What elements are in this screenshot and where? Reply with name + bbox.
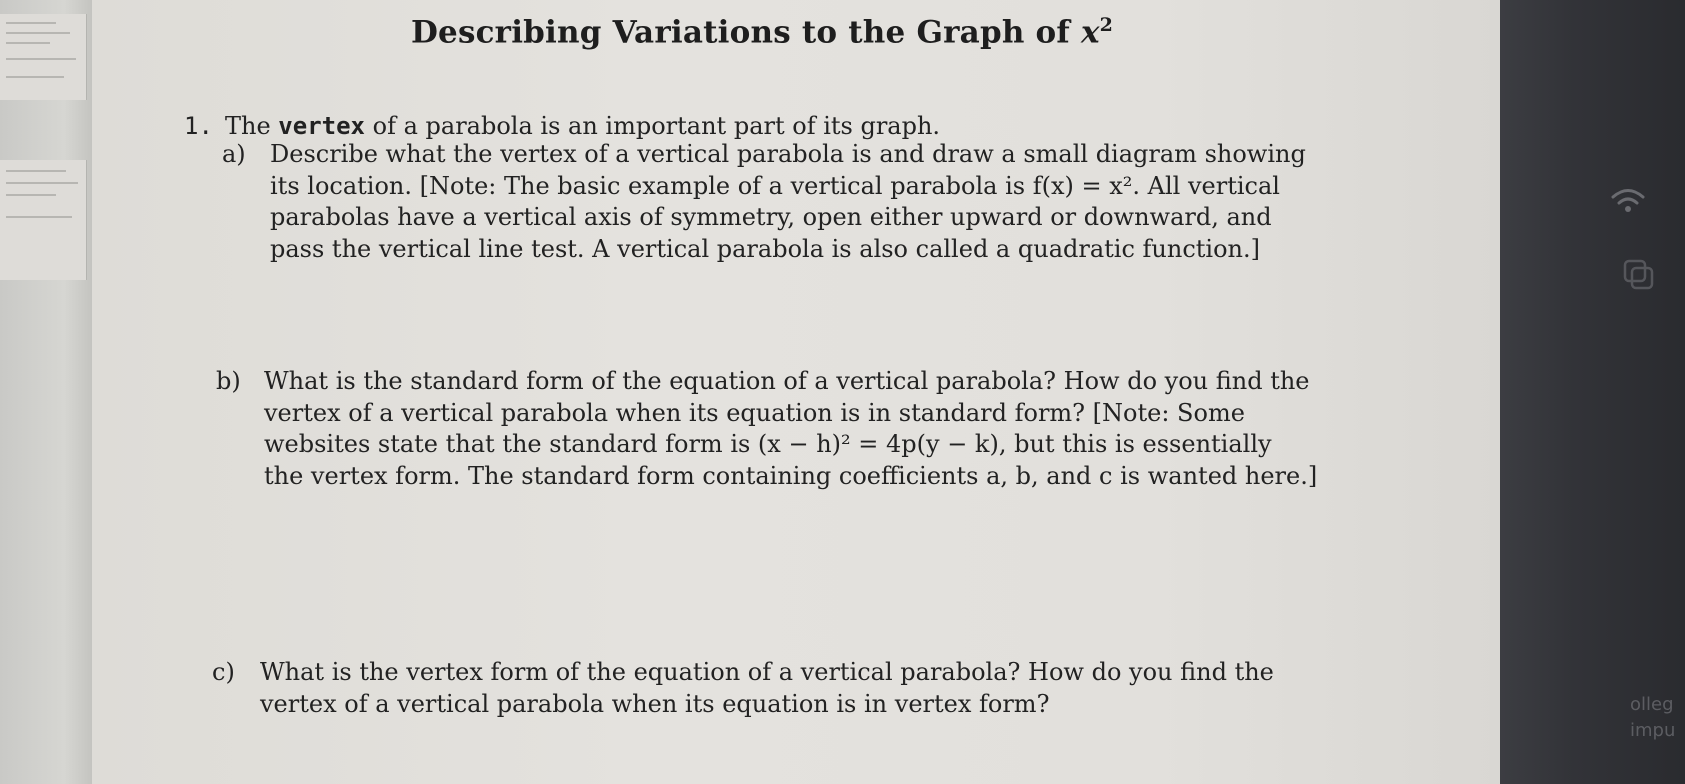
question-number: 1. bbox=[184, 112, 213, 140]
background-faint-text: impu bbox=[1630, 720, 1676, 741]
part-line: pass the vertical line test. A vertical parabola is also called a quadratic function.] bbox=[270, 234, 1260, 263]
part-line: websites state that the standard form is (x − h)² = 4p(y − k), but this is essentially bbox=[264, 430, 1272, 458]
document-thumbnail bbox=[0, 160, 87, 280]
thumbnail-line bbox=[6, 58, 76, 60]
background-window-left bbox=[0, 0, 92, 784]
question-intro-before: The bbox=[225, 112, 279, 140]
part-line: parabolas have a vertical axis of symmetry, open either upward or downward, and bbox=[270, 203, 1272, 231]
part-line: the vertex form. The standard form containing coefficients a, b, and c is wanted here.] bbox=[264, 461, 1318, 490]
question-intro bbox=[225, 112, 940, 140]
part-body bbox=[260, 657, 1380, 720]
copy-icon bbox=[1622, 258, 1656, 292]
part-body bbox=[270, 139, 1390, 265]
title-text: Describing Variations to the Graph of bbox=[410, 14, 1081, 51]
document-page bbox=[92, 0, 1500, 784]
part-line: vertex of a vertical parabola when its equation is in vertex form? bbox=[260, 689, 1050, 718]
question-intro-after: of a parabola is an important part of its graph. bbox=[365, 112, 941, 140]
thumbnail-line bbox=[6, 76, 64, 78]
background-faint-text: olleg bbox=[1630, 694, 1674, 715]
part-line: its location. [Note: The basic example of a vertical parabola is f(x) = x². All vertical bbox=[270, 171, 1280, 200]
part-body bbox=[264, 366, 1384, 492]
part-label: b) bbox=[216, 367, 241, 395]
thumbnail-line bbox=[6, 170, 66, 172]
part-line: What is the vertex form of the equation of a vertical parabola? How do you find the bbox=[260, 658, 1274, 686]
part-line: Describe what the vertex of a vertical parabola is and draw a small diagram showing bbox=[270, 140, 1306, 168]
document-thumbnail bbox=[0, 14, 87, 100]
page-title bbox=[92, 14, 1432, 50]
part-label: a) bbox=[222, 140, 246, 168]
wifi-icon bbox=[1610, 186, 1646, 214]
title-variable: x bbox=[1080, 14, 1100, 51]
thumbnail-line bbox=[6, 32, 70, 34]
thumbnail-line bbox=[6, 194, 56, 196]
part-line: vertex of a vertical parabola when its equation is in standard form? [Note: Some bbox=[264, 398, 1245, 427]
question-intro-keyword: vertex bbox=[278, 112, 365, 140]
thumbnail-line bbox=[6, 182, 78, 184]
title-exponent: 2 bbox=[1099, 14, 1114, 36]
part-label: c) bbox=[212, 658, 235, 686]
thumbnail-line bbox=[6, 216, 72, 218]
thumbnail-line bbox=[6, 42, 50, 44]
background-window-right bbox=[1500, 0, 1685, 784]
part-line: What is the standard form of the equation of a vertical parabola? How do you find the bbox=[264, 367, 1310, 395]
thumbnail-line bbox=[6, 22, 56, 24]
